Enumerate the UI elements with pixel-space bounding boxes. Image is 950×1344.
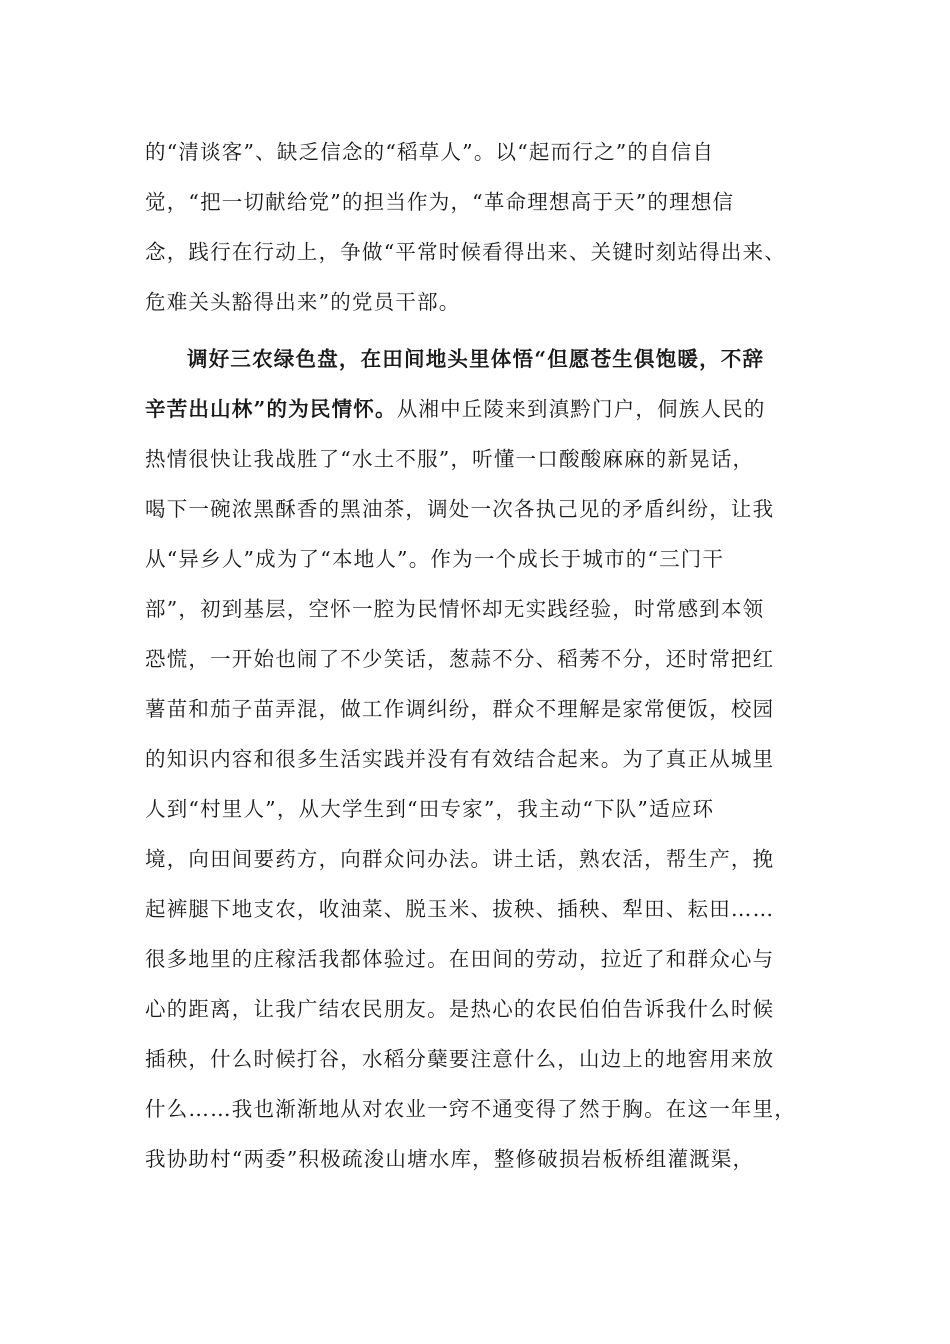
paragraph1-line-4: 危难关头豁得出来”的党员干部。: [145, 290, 461, 314]
paragraph2-line-15: 我协助村“两委”积极疏浚山塘水库，整修破损岩板桥组灌溉渠，: [145, 1147, 755, 1171]
paragraph2-line-6: 薯苗和茄子苗弄混，做工作调纠纷，群众不理解是家常便饭，校园: [145, 697, 775, 721]
paragraph2-heading-line-2: 辛苦出山林”的为民情怀。: [145, 397, 397, 421]
paragraph2-line-5: 恐慌，一开始也闹了不少笑话，葱蒜不分、稻莠不分，还时常把红: [145, 647, 775, 671]
paragraph2-line-10: 起裤腿下地支农，收油菜、脱玉米、拔秧、插秧、犁田、耘田……: [145, 897, 775, 921]
paragraph1-line-3: 念，践行在行动上，争做“平常时候看得出来、关键时刻站得出来、: [145, 240, 786, 264]
paragraph2-line-7: 的知识内容和很多生活实践并没有有效结合起来。为了真正从城里: [145, 747, 775, 771]
paragraph2-heading-line-2-rest: 从湘中丘陵来到滇黔门户，侗族人民的: [396, 397, 766, 421]
paragraph2-line-14: 什么……我也渐渐地从对农业一窍不通变得了然于胸。在这一年里，: [145, 1097, 796, 1121]
paragraph2-line-8: 人到“村里人”，从大学生到“田专家”，我主动“下队”适应环: [145, 797, 715, 821]
paragraph2-line-9: 境，向田间要药方，向群众问办法。讲土话，熟农活，帮生产，挽: [145, 847, 775, 871]
paragraph2-line-3: 从“异乡人”成为了“本地人”。作为一个成长于城市的“三门干: [145, 547, 725, 571]
paragraph2-line-1: 热情很快让我战胜了“水土不服”，听懂一口酸酸麻麻的新晃话，: [145, 447, 755, 471]
paragraph2-line-11: 很多地里的庄稼活我都体验过。在田间的劳动，拉近了和群众心与: [145, 947, 775, 971]
paragraph1-line-1: 的“清谈客”、缺乏信念的“稻草人”。以“起而行之”的自信自: [145, 140, 715, 164]
paragraph2-line-4: 部”，初到基层，空怀一腔为民情怀却无实践经验，时常感到本领: [145, 597, 765, 621]
paragraph2-heading-line-1: 调好三农绿色盘，在田间地头里体悟“但愿苍生俱饱暖，不辞: [187, 347, 765, 371]
paragraph2-line-13: 插秧，什么时候打谷，水稻分蘖要注意什么，山边上的地窖用来放: [145, 1047, 775, 1071]
paragraph1-line-2: 觉，“把一切献给党”的担当作为，“革命理想高于天”的理想信: [145, 190, 735, 214]
paragraph2-line-12: 心的距离，让我广结农民朋友。是热心的农民伯伯告诉我什么时候: [145, 997, 775, 1021]
paragraph2-line-mixed: [145, 395, 766, 423]
paragraph2-line-2: 喝下一碗浓黑酥香的黑油茶，调处一次各执己见的矛盾纠纷，让我: [145, 497, 775, 521]
